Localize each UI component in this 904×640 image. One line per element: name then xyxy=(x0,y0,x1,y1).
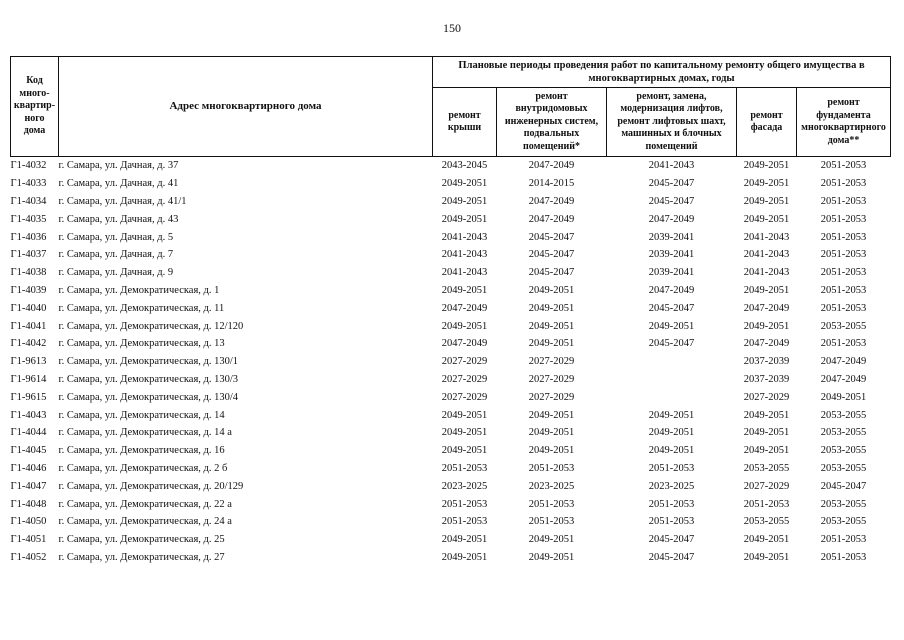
cell-engineering: 2051-2053 xyxy=(528,516,575,528)
cell-foundation: 2053-2055 xyxy=(820,498,867,510)
cell-facade: 2049-2051 xyxy=(743,445,790,457)
cell-engineering: 2049-2051 xyxy=(528,284,575,296)
cell-facade: 2049-2051 xyxy=(743,284,790,296)
table-row xyxy=(11,549,891,567)
cell-foundation: 2051-2053 xyxy=(820,249,867,261)
table-row xyxy=(11,513,891,531)
cell-address: г. Самара, ул. Демократическая, д. 130/1 xyxy=(58,356,239,368)
cell-address: г. Самара, ул. Дачная, д. 41 xyxy=(58,178,179,190)
cell-foundation: 2051-2053 xyxy=(820,551,867,563)
cell-address: г. Самара, ул. Демократическая, д. 27 xyxy=(58,551,225,563)
cell-elevators: 2051-2053 xyxy=(648,516,695,528)
table-row xyxy=(11,406,891,424)
cell-elevators: 2049-2051 xyxy=(648,320,695,332)
cell-facade: 2049-2051 xyxy=(737,157,797,175)
cell-roof: 2049-2051 xyxy=(441,195,488,207)
cell-address: г. Самара, ул. Демократическая, д. 11 xyxy=(58,302,225,314)
cell-facade: 2051-2053 xyxy=(743,498,790,510)
cell-code: Г1-4051 xyxy=(10,534,47,546)
cell-address: г. Самара, ул. Демократическая, д. 130/3 xyxy=(58,373,239,385)
cell-elevators: 2041-2043 xyxy=(607,157,737,175)
cell-elevators xyxy=(607,371,737,389)
table-row xyxy=(11,353,891,371)
cell-code: Г1-4033 xyxy=(10,178,47,190)
cell-facade: 2041-2043 xyxy=(743,249,790,261)
cell-roof: 2041-2043 xyxy=(441,249,488,261)
table-body xyxy=(11,157,891,567)
cell-engineering: 2045-2047 xyxy=(528,249,575,261)
cell-roof: 2027-2029 xyxy=(441,373,488,385)
cell-engineering: 2047-2049 xyxy=(528,195,575,207)
cell-address: г. Самара, ул. Демократическая, д. 25 xyxy=(58,534,225,546)
cell-foundation: 2053-2055 xyxy=(820,445,867,457)
cell-roof: 2049-2051 xyxy=(441,284,488,296)
cell-facade: 2049-2051 xyxy=(743,409,790,421)
cell-engineering: 2049-2051 xyxy=(528,338,575,350)
cell-elevators: 2045-2047 xyxy=(648,302,695,314)
cell-elevators: 2049-2051 xyxy=(648,427,695,439)
cell-address: г. Самара, ул. Демократическая, д. 130/4 xyxy=(58,391,239,403)
cell-engineering: 2049-2051 xyxy=(528,445,575,457)
cell-address: г. Самара, ул. Демократическая, д. 2 б xyxy=(58,462,228,474)
cell-engineering: 2047-2049 xyxy=(497,157,607,175)
cell-engineering: 2027-2029 xyxy=(528,391,575,403)
cell-address: г. Самара, ул. Демократическая, д. 20/129 xyxy=(58,480,244,492)
table-row xyxy=(11,335,891,353)
cell-facade: 2053-2055 xyxy=(743,462,790,474)
cell-address: г. Самара, ул. Демократическая, д. 14 xyxy=(58,409,225,421)
cell-roof: 2051-2053 xyxy=(441,516,488,528)
cell-facade: 2047-2049 xyxy=(743,302,790,314)
cell-engineering: 2027-2029 xyxy=(528,356,575,368)
cell-foundation: 2053-2055 xyxy=(820,427,867,439)
table-row xyxy=(11,388,891,406)
cell-roof: 2023-2025 xyxy=(441,480,488,492)
cell-elevators xyxy=(607,353,737,371)
cell-roof: 2049-2051 xyxy=(441,320,488,332)
cell-foundation: 2051-2053 xyxy=(820,284,867,296)
cell-engineering: 2045-2047 xyxy=(528,267,575,279)
cell-engineering: 2051-2053 xyxy=(528,498,575,510)
header-elevators: ремонт, замена, модернизация лифтов, ремонт лифтовых шахт, машинных и блочных помещений xyxy=(607,88,737,157)
cell-foundation: 2051-2053 xyxy=(820,267,867,279)
cell-elevators: 2045-2047 xyxy=(648,551,695,563)
cell-engineering: 2049-2051 xyxy=(528,427,575,439)
capital-repair-table xyxy=(10,56,891,566)
cell-foundation: 2051-2053 xyxy=(797,157,891,175)
cell-facade: 2041-2043 xyxy=(743,267,790,279)
cell-engineering: 2023-2025 xyxy=(528,480,575,492)
table-row xyxy=(11,246,891,264)
cell-foundation: 2053-2055 xyxy=(820,409,867,421)
header-roof: ремонт крыши xyxy=(433,88,497,157)
cell-address: г. Самара, ул. Дачная, д. 7 xyxy=(58,249,174,261)
cell-address: г. Самара, ул. Демократическая, д. 1 xyxy=(58,284,220,296)
cell-foundation: 2051-2053 xyxy=(820,534,867,546)
cell-foundation: 2051-2053 xyxy=(820,213,867,225)
cell-code: Г1-4036 xyxy=(10,231,47,243)
cell-code: Г1-4035 xyxy=(10,213,47,225)
cell-elevators: 2045-2047 xyxy=(648,534,695,546)
cell-code: Г1-9613 xyxy=(10,356,47,368)
cell-roof: 2051-2053 xyxy=(441,462,488,474)
cell-foundation: 2051-2053 xyxy=(820,231,867,243)
cell-code: Г1-9614 xyxy=(10,373,47,385)
cell-address: г. Самара, ул. Дачная, д. 9 xyxy=(58,267,174,279)
cell-facade: 2049-2051 xyxy=(743,427,790,439)
cell-foundation: 2047-2049 xyxy=(820,356,867,368)
cell-code: Г1-4052 xyxy=(10,551,47,563)
cell-elevators: 2039-2041 xyxy=(648,231,695,243)
cell-facade: 2027-2029 xyxy=(743,391,790,403)
cell-engineering: 2047-2049 xyxy=(528,213,575,225)
cell-foundation: 2049-2051 xyxy=(820,391,867,403)
header-code: Код много-квартир-ного дома xyxy=(11,57,59,157)
cell-facade: 2037-2039 xyxy=(743,356,790,368)
cell-engineering: 2027-2029 xyxy=(528,373,575,385)
cell-engineering: 2049-2051 xyxy=(528,320,575,332)
cell-engineering: 2049-2051 xyxy=(528,302,575,314)
cell-engineering: 2045-2047 xyxy=(528,231,575,243)
cell-foundation: 2053-2055 xyxy=(820,516,867,528)
cell-address: г. Самара, ул. Дачная, д. 37 xyxy=(59,157,433,175)
cell-engineering: 2014-2015 xyxy=(528,178,575,190)
header-facade: ремонт фасада xyxy=(737,88,797,157)
cell-roof: 2043-2045 xyxy=(433,157,497,175)
cell-code: Г1-4047 xyxy=(10,480,47,492)
cell-foundation: 2047-2049 xyxy=(820,373,867,385)
cell-roof: 2049-2051 xyxy=(441,534,488,546)
cell-roof: 2051-2053 xyxy=(441,498,488,510)
cell-facade: 2049-2051 xyxy=(743,551,790,563)
table-row xyxy=(11,317,891,335)
cell-code: Г1-4040 xyxy=(10,302,47,314)
cell-foundation: 2051-2053 xyxy=(820,195,867,207)
cell-roof: 2049-2051 xyxy=(441,178,488,190)
cell-foundation: 2053-2055 xyxy=(820,320,867,332)
cell-code: Г1-4034 xyxy=(10,195,47,207)
cell-roof: 2049-2051 xyxy=(441,427,488,439)
table-row xyxy=(11,157,891,175)
cell-foundation: 2053-2055 xyxy=(820,462,867,474)
cell-elevators: 2051-2053 xyxy=(648,498,695,510)
cell-address: г. Самара, ул. Демократическая, д. 24 а xyxy=(58,516,232,528)
table-row xyxy=(11,371,891,389)
cell-roof: 2049-2051 xyxy=(441,445,488,457)
cell-foundation: 2051-2053 xyxy=(820,178,867,190)
cell-engineering: 2049-2051 xyxy=(528,409,575,421)
cell-code: Г1-4044 xyxy=(10,427,47,439)
cell-address: г. Самара, ул. Дачная, д. 41/1 xyxy=(58,195,187,207)
cell-elevators: 2051-2053 xyxy=(648,462,695,474)
cell-facade: 2027-2029 xyxy=(743,480,790,492)
cell-elevators: 2039-2041 xyxy=(648,249,695,261)
table-row xyxy=(11,299,891,317)
cell-address: г. Самара, ул. Дачная, д. 5 xyxy=(58,231,174,243)
table-row xyxy=(11,495,891,513)
cell-code: Г1-4043 xyxy=(10,409,47,421)
cell-facade: 2037-2039 xyxy=(743,373,790,385)
cell-address: г. Самара, ул. Дачная, д. 43 xyxy=(58,213,179,225)
table-row xyxy=(11,477,891,495)
cell-code: Г1-4042 xyxy=(10,338,47,350)
header-foundation: ремонт фундамента многоквартирного дома** xyxy=(797,88,891,157)
cell-facade: 2053-2055 xyxy=(743,516,790,528)
cell-elevators: 2023-2025 xyxy=(648,480,695,492)
table-row xyxy=(11,210,891,228)
table-row xyxy=(11,175,891,193)
cell-facade: 2049-2051 xyxy=(743,178,790,190)
cell-elevators: 2045-2047 xyxy=(648,338,695,350)
table-row xyxy=(11,442,891,460)
table-row xyxy=(11,228,891,246)
cell-code: Г1-4038 xyxy=(10,267,47,279)
table-row xyxy=(11,424,891,442)
cell-foundation: 2045-2047 xyxy=(820,480,867,492)
header-engineering: ремонт внутридомовых инженерных систем, подвальных помещений* xyxy=(497,88,607,157)
cell-code: Г1-9615 xyxy=(10,391,47,403)
cell-code: Г1-4039 xyxy=(10,284,47,296)
cell-elevators: 2045-2047 xyxy=(648,195,695,207)
cell-code: Г1-4046 xyxy=(10,462,47,474)
cell-elevators: 2047-2049 xyxy=(648,213,695,225)
cell-code: Г1-4032 xyxy=(11,157,59,175)
cell-facade: 2041-2043 xyxy=(743,231,790,243)
cell-address: г. Самара, ул. Демократическая, д. 16 xyxy=(58,445,225,457)
cell-foundation: 2051-2053 xyxy=(820,338,867,350)
cell-address: г. Самара, ул. Демократическая, д. 13 xyxy=(58,338,225,350)
cell-elevators: 2047-2049 xyxy=(648,284,695,296)
cell-elevators: 2049-2051 xyxy=(648,409,695,421)
cell-engineering: 2051-2053 xyxy=(528,462,575,474)
table-row xyxy=(11,531,891,549)
cell-elevators: 2049-2051 xyxy=(648,445,695,457)
cell-elevators: 2039-2041 xyxy=(648,267,695,279)
table-row xyxy=(11,264,891,282)
cell-engineering: 2049-2051 xyxy=(528,534,575,546)
cell-roof: 2047-2049 xyxy=(441,338,488,350)
cell-facade: 2049-2051 xyxy=(743,195,790,207)
cell-elevators: 2045-2047 xyxy=(648,178,695,190)
cell-roof: 2047-2049 xyxy=(441,302,488,314)
cell-roof: 2041-2043 xyxy=(441,231,488,243)
cell-facade: 2049-2051 xyxy=(743,320,790,332)
cell-roof: 2049-2051 xyxy=(441,409,488,421)
cell-address: г. Самара, ул. Демократическая, д. 12/120 xyxy=(58,320,244,332)
header-periods-group: Плановые периоды проведения работ по капитальному ремонту общего имущества в многоквартирных домах, годы xyxy=(433,57,891,88)
cell-facade: 2049-2051 xyxy=(743,213,790,225)
cell-facade: 2049-2051 xyxy=(743,534,790,546)
cell-code: Г1-4041 xyxy=(10,320,47,332)
cell-roof: 2041-2043 xyxy=(441,267,488,279)
cell-roof: 2049-2051 xyxy=(441,213,488,225)
cell-code: Г1-4037 xyxy=(10,249,47,261)
cell-engineering: 2049-2051 xyxy=(528,551,575,563)
table-row xyxy=(11,193,891,211)
cell-code: Г1-4048 xyxy=(10,498,47,510)
table-row xyxy=(11,282,891,300)
cell-code: Г1-4050 xyxy=(10,516,47,528)
cell-roof: 2049-2051 xyxy=(441,551,488,563)
cell-roof: 2027-2029 xyxy=(441,356,488,368)
cell-foundation: 2051-2053 xyxy=(820,302,867,314)
cell-elevators xyxy=(607,388,737,406)
cell-address: г. Самара, ул. Демократическая, д. 22 а xyxy=(58,498,232,510)
header-address: Адрес многоквартирного дома xyxy=(59,57,433,157)
cell-code: Г1-4045 xyxy=(10,445,47,457)
table-row xyxy=(11,460,891,478)
cell-roof: 2027-2029 xyxy=(441,391,488,403)
cell-address: г. Самара, ул. Демократическая, д. 14 а xyxy=(58,427,232,439)
page-number: 150 xyxy=(443,21,461,35)
cell-facade: 2047-2049 xyxy=(743,338,790,350)
table-header xyxy=(11,57,891,157)
